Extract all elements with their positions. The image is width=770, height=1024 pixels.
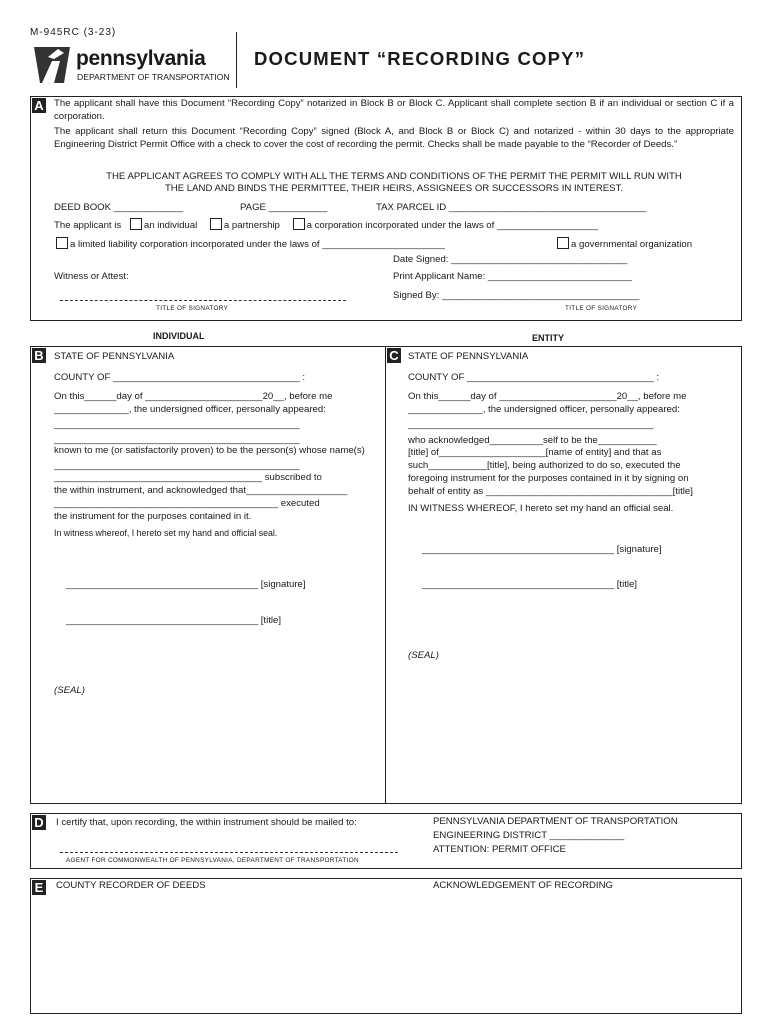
governmental-label: a governmental organization (571, 239, 693, 250)
section-b-label: B (32, 348, 46, 363)
llc-row (56, 237, 445, 252)
b-purposes: the instrument for the purposes contained in it. (54, 511, 252, 522)
section-a-label: A (32, 98, 46, 113)
corporation-checkbox[interactable] (293, 218, 305, 230)
section-d-label: D (32, 815, 46, 830)
logo (30, 45, 230, 85)
signed-by-field[interactable]: Signed By: _____________________________________ (393, 290, 640, 301)
c-ack-4: foregoing instrument for the purposes contained in it by signing on (408, 473, 689, 484)
c-ack-1[interactable]: who acknowledged__________self to be the___________ (408, 435, 657, 446)
c-signature[interactable]: ____________________________________ [signature] (422, 544, 662, 555)
applicant-is-label: The applicant is (54, 220, 122, 231)
deed-book-field[interactable]: DEED BOOK _____________ (54, 202, 184, 213)
individual-checkbox[interactable] (130, 218, 142, 230)
d-agent: AGENT FOR COMMONWEALTH OF PENNSYLVANIA, DEPARTMENT OF TRANSPORTATION (66, 857, 359, 864)
title-of-signatory-right: TITLE OF SIGNATORY (565, 305, 638, 312)
header-divider (236, 32, 237, 88)
entity-heading: ENTITY (532, 333, 565, 343)
b-known: known to me (or satisfactorily proven) to be the person(s) whose name(s) (54, 445, 365, 456)
corporation-label: a corporation incorporated under the laws of ___________________ (306, 220, 599, 231)
b-within[interactable]: the within instrument, and acknowledged that___________________ (54, 485, 348, 496)
page-title: DOCUMENT “RECORDING COPY” (254, 48, 586, 69)
b-subscribed[interactable]: _______________________________________ subscribed to (54, 472, 322, 483)
section-e (30, 878, 742, 1014)
llc-label: a limited liability corporation incorporated under the laws of _______________________ (70, 239, 445, 250)
section-a-para1: The applicant shall have this Document “Recording Copy” notarized in Block B or Block C. Applicant shall complete section B if an individual or section C if a corporation. (54, 98, 734, 122)
b-seal: (SEAL) (54, 685, 85, 696)
c-officer[interactable]: ______________, the undersigned officer, personally appeared: (408, 404, 680, 415)
agreement-line-2: THE LAND AND BINDS THE PERMITTEE, THEIR HEIRS, ASSIGNEES OR SUCCESSORS IN INTEREST. (164, 183, 624, 194)
llc-checkbox[interactable] (56, 237, 68, 249)
c-ack-2[interactable]: [title] of____________________[name of entity] and that as (408, 447, 662, 458)
b-on-this[interactable]: On this______day of ______________________20__, before me (54, 391, 333, 402)
bc-divider (385, 346, 386, 803)
c-county[interactable]: COUNTY OF ___________________________________ : (408, 372, 660, 383)
print-name-field[interactable]: Print Applicant Name: ___________________________ (393, 271, 632, 282)
c-ack-3[interactable]: such___________[title], being authorized to do so, executed the (408, 460, 681, 471)
b-blank-2[interactable]: ______________________________________________ (54, 434, 300, 445)
witness-label: Witness or Attest: (54, 271, 129, 282)
individual-label: an individual (143, 220, 198, 231)
agent-signature-line[interactable] (60, 852, 398, 853)
c-title[interactable]: ____________________________________ [title] (422, 579, 638, 590)
keystone-icon (30, 45, 74, 85)
tax-parcel-field[interactable]: TAX PARCEL ID _____________________________________ (376, 202, 647, 213)
d-certify: I certify that, upon recording, the within instrument should be mailed to: (56, 817, 357, 828)
c-blank-1[interactable]: ______________________________________________ (408, 419, 654, 430)
agreement-line-1: THE APPLICANT AGREES TO COMPLY WITH ALL THE TERMS AND CONDITIONS OF THE PERMIT THE PERMIT WILL RUN WITH (106, 171, 682, 182)
e-recorder: COUNTY RECORDER OF DEEDS (56, 880, 206, 891)
c-state: STATE OF PENNSYLVANIA (408, 351, 529, 362)
b-executed[interactable]: __________________________________________ executed (54, 498, 320, 509)
section-a-para2: The applicant shall return this Document “Recording Copy” signed (Block A, and Block B or Block C) and notarized - within 30 days to the appropriate Engineering District Permit Office with a check to cover the cost of recording the permit. Checks shall be made payable to the “Recorder of Deeds.” (54, 126, 734, 150)
b-title[interactable]: ____________________________________ [title] (66, 615, 282, 626)
section-c-label: C (387, 348, 401, 363)
d-address-2[interactable]: ENGINEERING DISTRICT ______________ (433, 830, 625, 841)
b-blank-3[interactable]: ______________________________________________ (54, 460, 300, 471)
b-officer[interactable]: ______________, the undersigned officer, personally appeared: (54, 404, 326, 415)
page-field[interactable]: PAGE ___________ (240, 202, 328, 213)
d-address-1: PENNSYLVANIA DEPARTMENT OF TRANSPORTATION (433, 816, 678, 827)
gov-row (557, 237, 692, 252)
governmental-checkbox[interactable] (557, 237, 569, 249)
c-on-this[interactable]: On this______day of ______________________20__, before me (408, 391, 687, 402)
b-county[interactable]: COUNTY OF ___________________________________ : (54, 372, 306, 383)
individual-heading: INDIVIDUAL (153, 331, 205, 341)
e-acknowledgement: ACKNOWLEDGEMENT OF RECORDING (433, 880, 613, 891)
c-seal: (SEAL) (408, 650, 439, 661)
section-e-label: E (32, 880, 46, 895)
partnership-label: a partnership (223, 220, 280, 231)
date-signed-field[interactable]: Date Signed: _________________________________ (393, 254, 628, 265)
logo-wordmark: pennsylvania (76, 47, 206, 70)
department-name: DEPARTMENT OF TRANSPORTATION (77, 72, 230, 82)
form-number: M-945RC (3-23) (30, 27, 117, 38)
c-ack-5[interactable]: behalf of entity as ___________________________________[title] (408, 486, 693, 497)
b-witness: In witness whereof, I hereto set my hand and official seal. (54, 528, 278, 538)
b-blank-1[interactable]: ______________________________________________ (54, 419, 300, 430)
witness-signature-line[interactable] (60, 300, 346, 301)
title-of-signatory-left: TITLE OF SIGNATORY (156, 305, 229, 312)
c-witness: IN WITNESS WHEREOF, I hereto set my hand an official seal. (408, 503, 674, 514)
applicant-type-row (54, 218, 598, 233)
b-signature[interactable]: ____________________________________ [signature] (66, 579, 306, 590)
d-address-3: ATTENTION: PERMIT OFFICE (433, 844, 566, 855)
b-state: STATE OF PENNSYLVANIA (54, 351, 175, 362)
partnership-checkbox[interactable] (210, 218, 222, 230)
